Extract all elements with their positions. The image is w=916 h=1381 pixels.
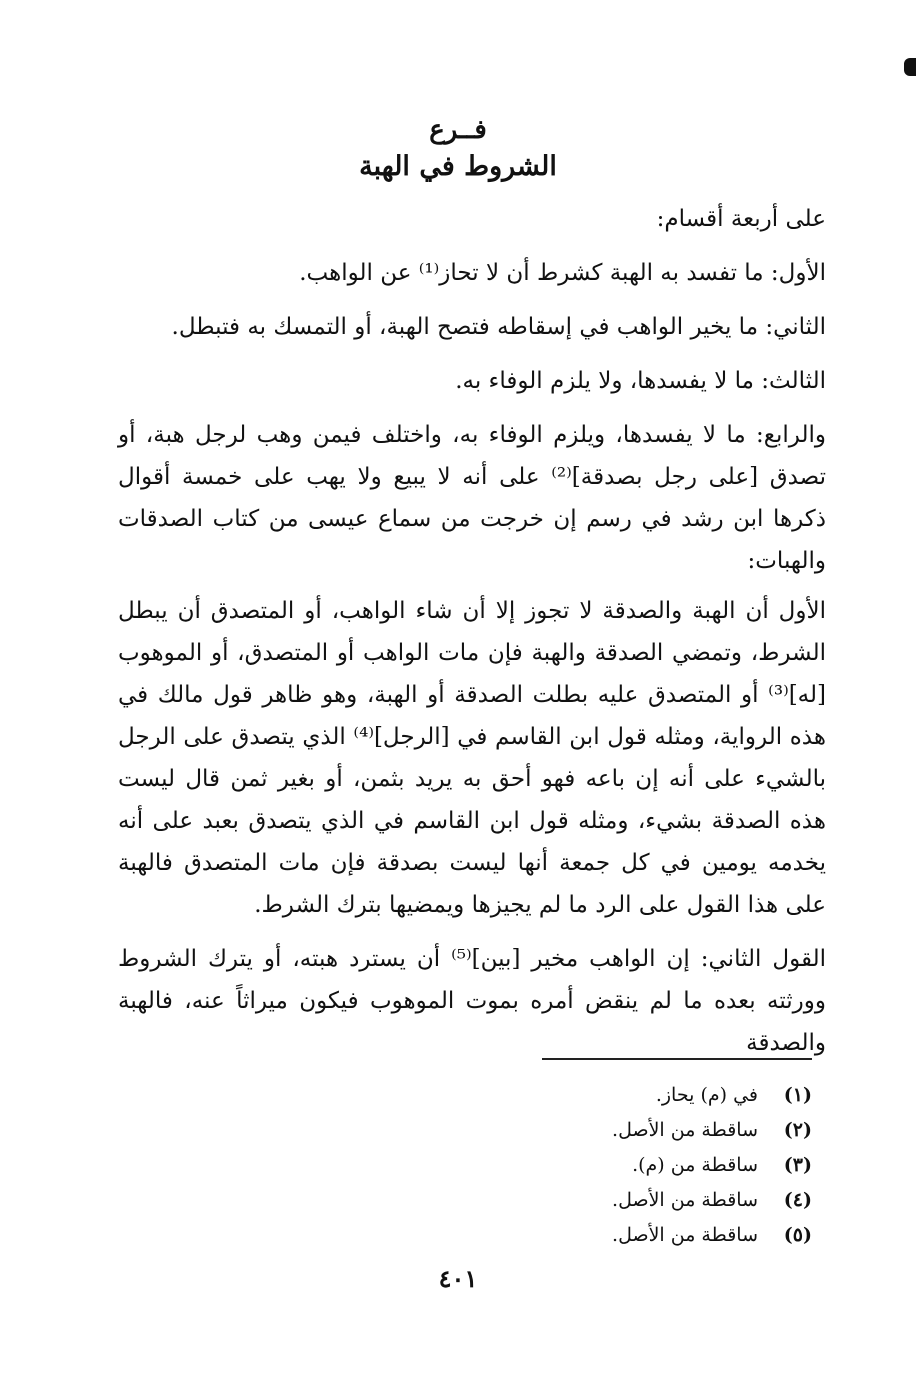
footnote [332,1183,812,1218]
footnote-number: (٢) [783,1119,812,1141]
footnote-divider [542,1058,812,1060]
section-title: الشروط في الهبة [359,151,557,182]
footnote-text: في (م) يحاز. [655,1084,758,1106]
item-first: الأول: ما تفسد به الهبة كشرط أن لا تحاز⁽¹⁾ عن الواهب. [299,260,826,286]
main-text [118,198,826,1076]
section-label: فــرع [429,115,487,145]
page-number: ٤٠١ [438,1264,478,1293]
footnote [332,1078,812,1113]
item-second: الثاني: ما يخير الواهب في إسقاطه فتصح الهبة، أو التمسك به فتبطل. [171,314,826,340]
footnote-number: (١) [783,1084,812,1106]
footnote-text: ساقطة من الأصل. [612,1224,758,1246]
footnotes [332,1078,812,1253]
page-edge-mark [904,58,916,76]
footnote-text: ساقطة من (م). [632,1154,758,1176]
footnote [332,1113,812,1148]
intro-line: على أربعة أقسام: [656,206,826,232]
section-heading [0,112,916,186]
item-third: الثالث: ما لا يفسدها، ولا يلزم الوفاء به. [455,368,826,394]
footnote-number: (٣) [783,1154,812,1176]
footnote-number: (٤) [783,1189,812,1211]
footnote-number: (٥) [783,1224,812,1246]
footnote-text: ساقطة من الأصل. [612,1119,758,1141]
footnote [332,1218,812,1253]
footnote [332,1148,812,1183]
paragraph-first-opinion: الأول أن الهبة والصدقة لا تجوز إلا أن شاء الواهب، أو المتصدق أن يبطل الشرط، وتمضي الصدقة والهبة فإن مات الواهب أو المتصدق، أو الموهوب [له]⁽³⁾ أو المتصدق عليه بطلت الصدقة أو الهبة، وهو ظاهر قول مالك في هذه الرواية، ومثله قول ابن القاسم في [الرجل]⁽⁴⁾ الذي يتصدق على الرجل بالشيء على أنه إن باعه فهو أحق به يريد بثمن، أو بغير ثمن قال ليست هذه الصدقة بشيء، ومثله قول ابن القاسم في الذي يتصدق بعبد على أنه يخدمه يومين في كل جمعة أنها ليست بصدقة فإن مات المتصدق فالهبة على هذا القول على الرد ما لم يجيزها ويمضيها بترك الشرط. [118,598,826,918]
footnote-text: ساقطة من الأصل. [612,1189,758,1211]
paragraph-second-opinion: القول الثاني: إن الواهب مخير [بين]⁽⁵⁾ أن يسترد هبته، أو يترك الشروط وورثته بعده ما لم ينقض أمره بموت الموهوب فيكون ميراثاً عنه، فالهبة والصدقة [118,946,826,1056]
item-fourth: والرابع: ما لا يفسدها، ويلزم الوفاء به، واختلف فيمن وهب لرجل هبة، أو تصدق [على رجل بصدقة]⁽²⁾ على أنه لا يبيع ولا يهب على خمسة أقوال ذكرها ابن رشد في رسم إن خرجت من سماع عيسى من كتاب الصدقات والهبات: [118,422,826,574]
